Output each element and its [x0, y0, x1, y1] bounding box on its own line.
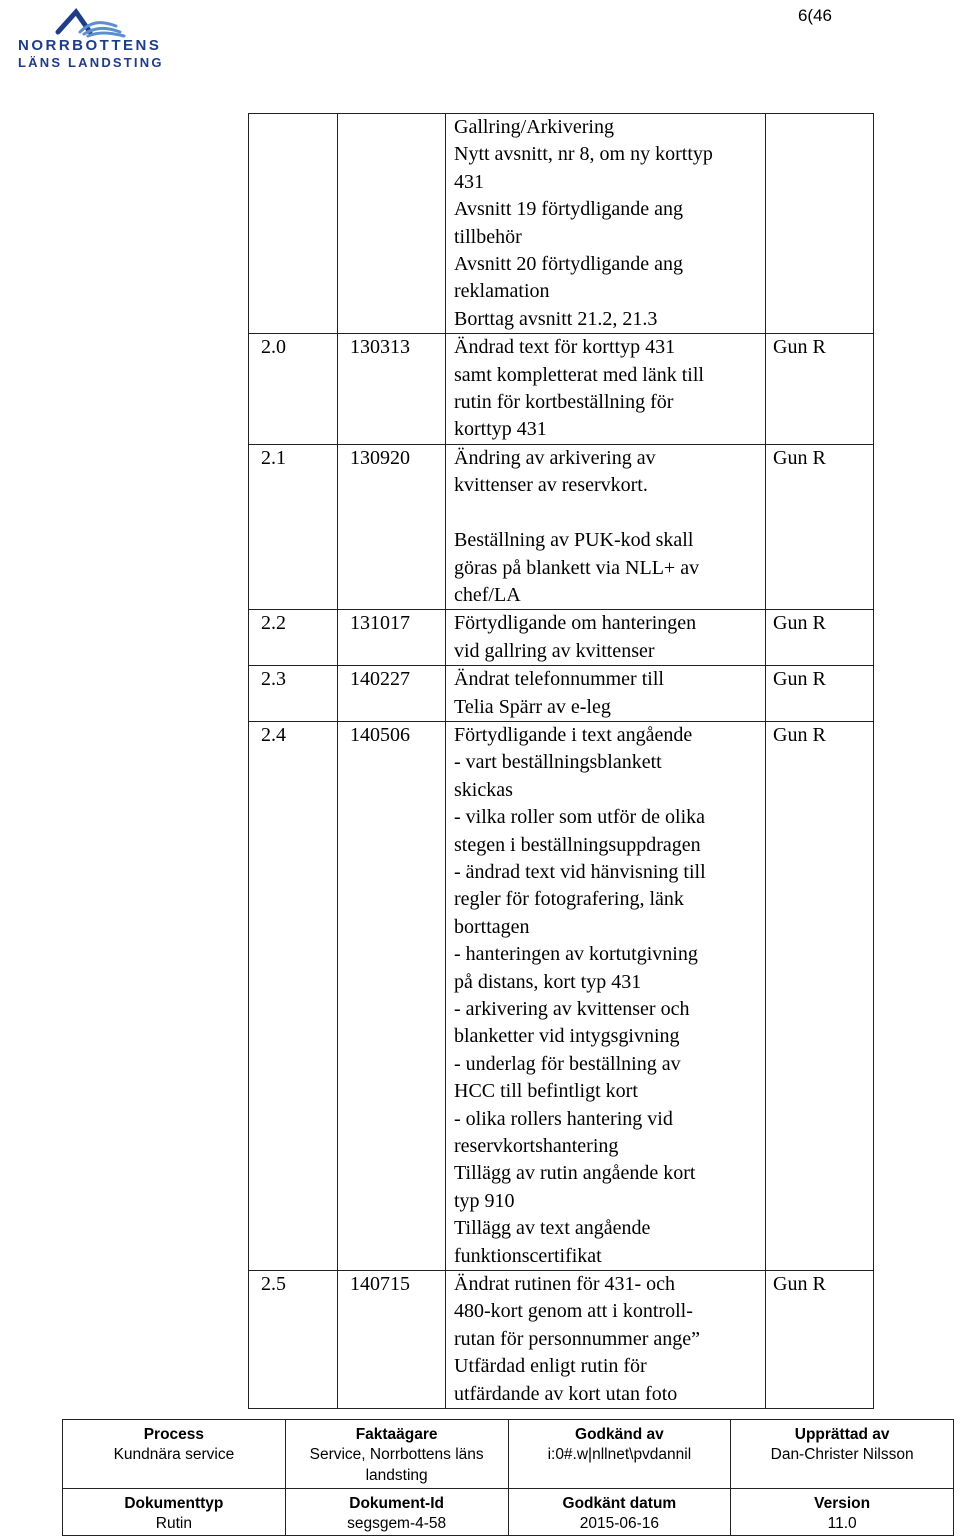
version-number: 2.0	[261, 336, 286, 359]
change-cell: Förtydligande om hanteringen vid gallring av kvittenser	[446, 610, 766, 666]
footer-owner-value: Service, Norrbottens läns landsting	[309, 1446, 484, 1484]
date-cell	[338, 610, 446, 666]
author-cell: Gun R	[766, 444, 874, 609]
author-cell: Gun R	[766, 666, 874, 722]
version-cell	[249, 334, 338, 445]
date-cell	[338, 334, 446, 445]
date-cell	[338, 666, 446, 722]
footer-version-cell	[731, 1488, 954, 1535]
version-cell	[249, 114, 338, 334]
wave-emblem-icon	[58, 12, 124, 36]
author-cell: Gun R	[766, 334, 874, 445]
change-cell: Ändrat rutinen för 431- och 480-kort genom att i kontroll- rutan för personnummer ange” Utfärdad enligt rutin för utfärdande av kort utan foto	[446, 1271, 766, 1409]
date-cell	[338, 444, 446, 609]
version-cell	[249, 666, 338, 722]
date-cell	[338, 1271, 446, 1409]
footer-docid-value: segsgem-4-58	[347, 1514, 447, 1532]
change-cell: Ändring av arkivering av kvittenser av reservkort. Beställning av PUK-kod skall göras på blankett via NLL+ av chef/LA	[446, 444, 766, 609]
logo-line-1: NORRBOTTENS	[18, 37, 162, 54]
footer-process-cell	[63, 1420, 286, 1489]
table-row	[249, 1271, 874, 1409]
change-cell: Ändrad text för korttyp 431 samt kompletterat med länk till rutin för kortbeställning för korttyp 431	[446, 334, 766, 445]
footer-docid-cell	[285, 1488, 508, 1535]
footer-version-value: 11.0	[827, 1514, 857, 1532]
footer-doctype-value: Rutin	[155, 1514, 192, 1532]
date-cell	[338, 721, 446, 1270]
footer-approved-by-value: i:0#.w|nllnet\pvdannil	[547, 1446, 692, 1463]
table-row	[249, 334, 874, 445]
footer-approved-by-label: Godkänd av	[575, 1426, 664, 1443]
logo-line-2: LÄNS LANDSTING	[18, 55, 164, 68]
footer-process-value: Kundnära service	[113, 1446, 235, 1463]
revision-date: 130313	[350, 336, 410, 359]
revision-date: 140506	[350, 723, 410, 746]
table-row	[249, 114, 874, 334]
footer-approved-date-cell	[508, 1488, 731, 1535]
table-row	[249, 721, 874, 1270]
version-cell	[249, 444, 338, 609]
version-number: 2.4	[261, 723, 286, 746]
document-footer-table	[62, 1419, 954, 1536]
footer-version-label: Version	[814, 1494, 871, 1512]
revision-date: 140227	[350, 668, 410, 691]
table-row	[249, 666, 874, 722]
revision-history-table	[248, 113, 874, 1409]
version-number: 2.1	[261, 446, 286, 469]
footer-created-by-value: Dan-Christer Nilsson	[770, 1446, 914, 1463]
version-cell	[249, 1271, 338, 1409]
footer-docid-label: Dokument-Id	[349, 1494, 444, 1512]
revision-date: 130920	[350, 446, 410, 469]
version-cell	[249, 610, 338, 666]
author-cell: Gun R	[766, 1271, 874, 1409]
table-row	[249, 444, 874, 609]
table-row	[249, 610, 874, 666]
change-cell: Ändrat telefonnummer till Telia Spärr av e-leg	[446, 666, 766, 722]
footer-created-by-label: Upprättad av	[794, 1426, 890, 1443]
footer-approved-date-value: 2015-06-16	[579, 1514, 660, 1532]
author-cell: Gun R	[766, 721, 874, 1270]
footer-doctype-label: Dokumenttyp	[124, 1494, 224, 1512]
version-number: 2.5	[261, 1273, 286, 1296]
footer-process-label: Process	[143, 1426, 205, 1443]
page-number: 6(46	[797, 6, 832, 25]
footer-created-by-cell	[731, 1420, 954, 1489]
footer-owner-cell	[285, 1420, 508, 1489]
author-cell	[766, 114, 874, 334]
footer-approved-by-cell	[508, 1420, 731, 1489]
change-cell: Förtydligande i text angående - vart beställningsblankett skickas - vilka roller som utför de olika stegen i beställningsuppdragen - ändrad text vid hänvisning till regler för fotografering, länk borttagen - hanteringen av kortutgivning på distans, kort typ 431 - arkivering av kvittenser och blanketter vid intygsgivning - underlag för beställning av HCC till befintligt kort - olika rollers hantering vid reservkortshantering Tillägg av rutin angående kort typ 910 Tillägg av text angående funktionscertifikat	[446, 721, 766, 1270]
revision-date: 140715	[350, 1273, 410, 1296]
author-cell: Gun R	[766, 610, 874, 666]
date-cell	[338, 114, 446, 334]
change-cell: Gallring/Arkivering Nytt avsnitt, nr 8, om ny korttyp 431 Avsnitt 19 förtydligande ang tillbehör Avsnitt 20 förtydligande ang reklamation Borttag avsnitt 21.2, 21.3	[446, 114, 766, 334]
revision-date: 131017	[350, 612, 410, 635]
version-number: 2.2	[261, 612, 286, 635]
footer-doctype-cell	[63, 1488, 286, 1535]
organization-logo	[8, 4, 178, 68]
footer-approved-date-label: Godkänt datum	[562, 1494, 677, 1512]
version-cell	[249, 721, 338, 1270]
footer-owner-label: Faktaägare	[355, 1426, 438, 1443]
version-number: 2.3	[261, 668, 286, 691]
